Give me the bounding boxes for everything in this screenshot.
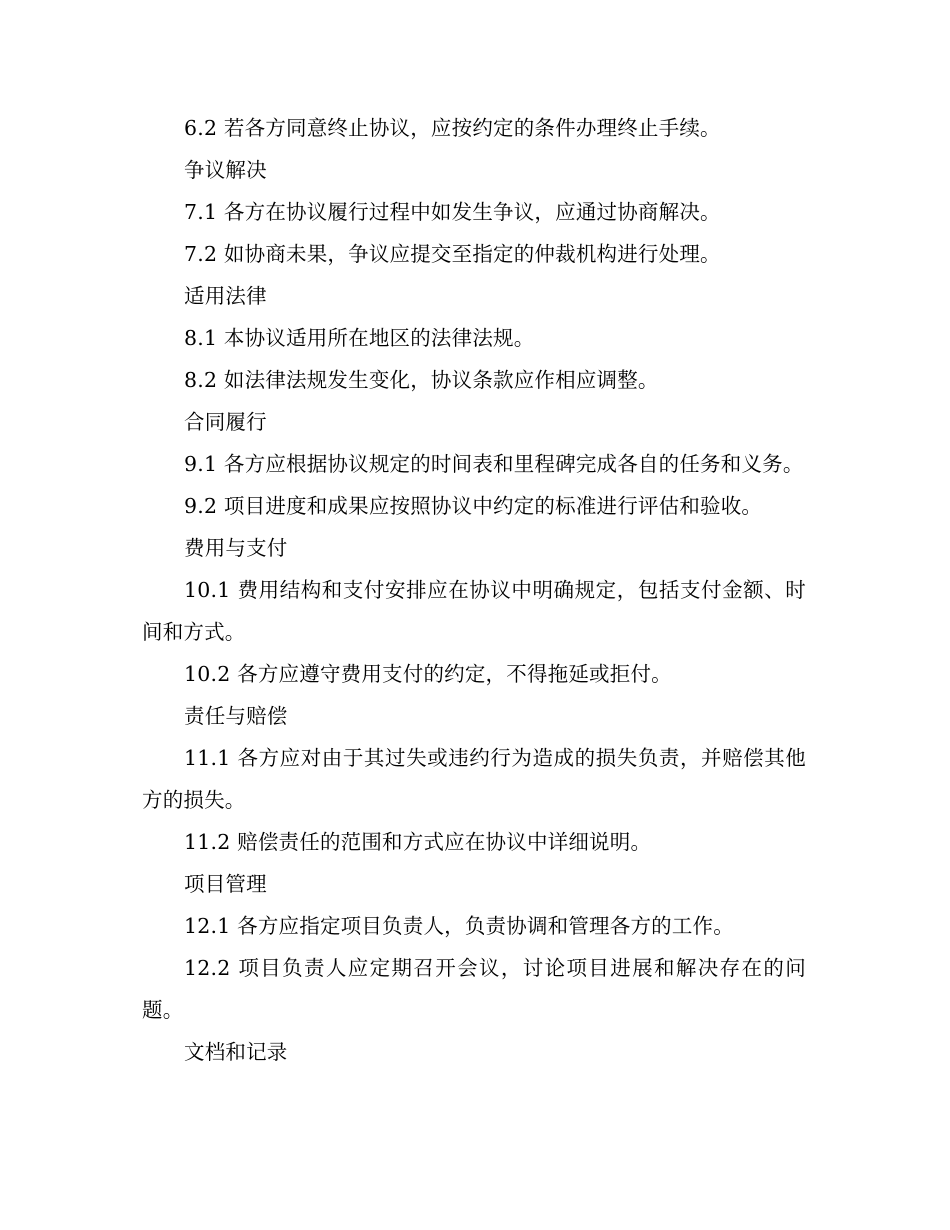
clause-9-2: 9.2 项目进度和成果应按照协议中约定的标准进行评估和验收。 (184, 494, 763, 518)
clause-12-2: 12.2 项目负责人应定期召开会议，讨论项目进展和解决存在的问题。 (142, 956, 806, 1022)
section-heading-fees-and-payment: 费用与支付 (184, 536, 288, 560)
section-heading-contract-performance: 合同履行 (184, 410, 267, 434)
clause-7-1: 7.1 各方在协议履行过程中如发生争议，应通过协商解决。 (184, 200, 721, 224)
clause-11-2: 11.2 赔偿责任的范围和方式应在协议中详细说明。 (184, 830, 652, 854)
section-heading-documents-and-records: 文档和记录 (184, 1040, 288, 1064)
clause-7-2: 7.2 如协商未果，争议应提交至指定的仲裁机构进行处理。 (184, 242, 721, 266)
section-heading-liability-and-compensation: 责任与赔偿 (184, 704, 288, 728)
clause-9-1: 9.1 各方应根据协议规定的时间表和里程碑完成各自的任务和义务。 (184, 452, 804, 476)
clause-12-1: 12.1 各方应指定项目负责人，负责协调和管理各方的工作。 (184, 914, 734, 938)
clause-8-1: 8.1 本协议适用所在地区的法律法规。 (184, 326, 535, 350)
section-heading-dispute-resolution: 争议解决 (184, 158, 267, 182)
clause-10-2: 10.2 各方应遵守费用支付的约定，不得拖延或拒付。 (184, 662, 672, 686)
section-heading-applicable-law: 适用法律 (184, 284, 267, 308)
clause-11-1: 11.1 各方应对由于其过失或违约行为造成的损失负责，并赔偿其他方的损失。 (142, 746, 806, 812)
clause-10-1: 10.1 费用结构和支付安排应在协议中明确规定，包括支付金额、时间和方式。 (142, 578, 806, 644)
document-body (142, 107, 806, 1073)
section-heading-project-management: 项目管理 (184, 872, 267, 896)
clause-8-2: 8.2 如法律法规发生变化，协议条款应作相应调整。 (184, 368, 659, 392)
clause-6-2: 6.2 若各方同意终止协议，应按约定的条件办理终止手续。 (184, 116, 721, 140)
